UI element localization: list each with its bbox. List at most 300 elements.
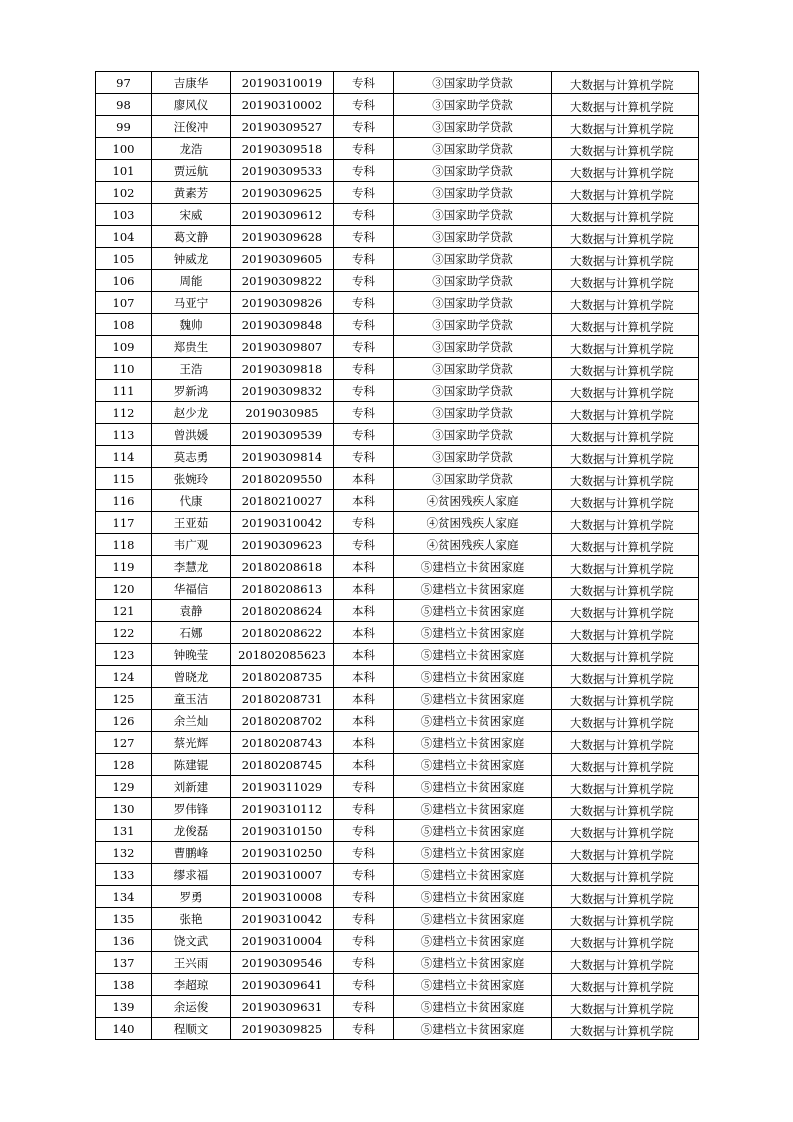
table-row	[96, 556, 699, 578]
degree-level-cell: 专科	[334, 842, 394, 864]
student-name-cell: 余运俊	[152, 996, 231, 1018]
degree-level-cell: 专科	[334, 996, 394, 1018]
student-id-cell: 20180208624	[231, 600, 334, 622]
college-name-cell: 大数据与计算机学院	[552, 160, 699, 182]
degree-level-cell: 专科	[334, 776, 394, 798]
table-row	[96, 1018, 699, 1040]
table-row	[96, 534, 699, 556]
aid-category-cell: ③国家助学贷款	[394, 402, 552, 424]
student-id-cell: 20180208735	[231, 666, 334, 688]
student-id-cell: 20190309832	[231, 380, 334, 402]
college-name-cell: 大数据与计算机学院	[552, 864, 699, 886]
college-name-cell: 大数据与计算机学院	[552, 1018, 699, 1040]
degree-level-cell: 专科	[334, 292, 394, 314]
table-row	[96, 732, 699, 754]
college-name-cell: 大数据与计算机学院	[552, 886, 699, 908]
student-id-cell: 20190309623	[231, 534, 334, 556]
table-row	[96, 688, 699, 710]
aid-category-cell: ⑤建档立卡贫困家庭	[394, 886, 552, 908]
student-id-cell: 201802085623	[231, 644, 334, 666]
student-id-cell: 20180209550	[231, 468, 334, 490]
student-name-cell: 王兴雨	[152, 952, 231, 974]
college-name-cell: 大数据与计算机学院	[552, 116, 699, 138]
aid-category-cell: ③国家助学贷款	[394, 270, 552, 292]
college-name-cell: 大数据与计算机学院	[552, 732, 699, 754]
row-number-cell: 129	[96, 776, 152, 798]
row-number-cell: 98	[96, 94, 152, 116]
student-name-cell: 代康	[152, 490, 231, 512]
row-number-cell: 123	[96, 644, 152, 666]
student-id-cell: 20190310150	[231, 820, 334, 842]
row-number-cell: 102	[96, 182, 152, 204]
aid-category-cell: ③国家助学贷款	[394, 116, 552, 138]
student-list-table	[95, 71, 699, 1040]
aid-category-cell: ③国家助学贷款	[394, 160, 552, 182]
row-number-cell: 137	[96, 952, 152, 974]
degree-level-cell: 专科	[334, 952, 394, 974]
student-id-cell: 20190309825	[231, 1018, 334, 1040]
student-name-cell: 饶文武	[152, 930, 231, 952]
table-row	[96, 754, 699, 776]
aid-category-cell: ④贫困残疾人家庭	[394, 490, 552, 512]
college-name-cell: 大数据与计算机学院	[552, 226, 699, 248]
row-number-cell: 106	[96, 270, 152, 292]
student-name-cell: 钟威龙	[152, 248, 231, 270]
college-name-cell: 大数据与计算机学院	[552, 842, 699, 864]
row-number-cell: 135	[96, 908, 152, 930]
student-id-cell: 20180208702	[231, 710, 334, 732]
degree-level-cell: 专科	[334, 182, 394, 204]
student-id-cell: 20190309625	[231, 182, 334, 204]
table-row	[96, 952, 699, 974]
degree-level-cell: 专科	[334, 336, 394, 358]
table-row	[96, 402, 699, 424]
row-number-cell: 128	[96, 754, 152, 776]
student-name-cell: 曾洪媛	[152, 424, 231, 446]
row-number-cell: 125	[96, 688, 152, 710]
aid-category-cell: ③国家助学贷款	[394, 336, 552, 358]
degree-level-cell: 专科	[334, 270, 394, 292]
college-name-cell: 大数据与计算机学院	[552, 94, 699, 116]
degree-level-cell: 专科	[334, 160, 394, 182]
aid-category-cell: ⑤建档立卡贫困家庭	[394, 798, 552, 820]
student-name-cell: 罗勇	[152, 886, 231, 908]
table-row	[96, 864, 699, 886]
college-name-cell: 大数据与计算机学院	[552, 776, 699, 798]
row-number-cell: 126	[96, 710, 152, 732]
college-name-cell: 大数据与计算机学院	[552, 798, 699, 820]
row-number-cell: 104	[96, 226, 152, 248]
aid-category-cell: ⑤建档立卡贫困家庭	[394, 864, 552, 886]
row-number-cell: 130	[96, 798, 152, 820]
student-id-cell: 20190309533	[231, 160, 334, 182]
degree-level-cell: 专科	[334, 116, 394, 138]
student-name-cell: 廖风仪	[152, 94, 231, 116]
table-row	[96, 358, 699, 380]
college-name-cell: 大数据与计算机学院	[552, 556, 699, 578]
row-number-cell: 138	[96, 974, 152, 996]
table-row	[96, 622, 699, 644]
degree-level-cell: 专科	[334, 864, 394, 886]
student-id-cell: 20190310250	[231, 842, 334, 864]
college-name-cell: 大数据与计算机学院	[552, 380, 699, 402]
student-id-cell: 20190311029	[231, 776, 334, 798]
aid-category-cell: ⑤建档立卡贫困家庭	[394, 952, 552, 974]
aid-category-cell: ⑤建档立卡贫困家庭	[394, 644, 552, 666]
table-row	[96, 820, 699, 842]
student-name-cell: 童玉洁	[152, 688, 231, 710]
college-name-cell: 大数据与计算机学院	[552, 314, 699, 336]
row-number-cell: 99	[96, 116, 152, 138]
table-row	[96, 116, 699, 138]
aid-category-cell: ⑤建档立卡贫困家庭	[394, 908, 552, 930]
row-number-cell: 97	[96, 72, 152, 94]
aid-category-cell: ⑤建档立卡贫困家庭	[394, 710, 552, 732]
student-id-cell: 20180208613	[231, 578, 334, 600]
student-id-cell: 20190309807	[231, 336, 334, 358]
student-id-cell: 20190309814	[231, 446, 334, 468]
row-number-cell: 127	[96, 732, 152, 754]
row-number-cell: 109	[96, 336, 152, 358]
college-name-cell: 大数据与计算机学院	[552, 204, 699, 226]
student-name-cell: 黄素芳	[152, 182, 231, 204]
student-id-cell: 20190310004	[231, 930, 334, 952]
degree-level-cell: 本科	[334, 732, 394, 754]
student-name-cell: 赵少龙	[152, 402, 231, 424]
table-body	[96, 72, 699, 1040]
college-name-cell: 大数据与计算机学院	[552, 710, 699, 732]
student-id-cell: 20190309848	[231, 314, 334, 336]
student-id-cell: 20190309612	[231, 204, 334, 226]
table-row	[96, 908, 699, 930]
row-number-cell: 139	[96, 996, 152, 1018]
college-name-cell: 大数据与计算机学院	[552, 930, 699, 952]
aid-category-cell: ③国家助学贷款	[394, 204, 552, 226]
student-name-cell: 袁静	[152, 600, 231, 622]
table-row	[96, 710, 699, 732]
degree-level-cell: 专科	[334, 226, 394, 248]
student-name-cell: 缪求福	[152, 864, 231, 886]
college-name-cell: 大数据与计算机学院	[552, 424, 699, 446]
aid-category-cell: ⑤建档立卡贫困家庭	[394, 622, 552, 644]
student-id-cell: 20190310007	[231, 864, 334, 886]
student-id-cell: 20190310042	[231, 908, 334, 930]
table-row	[96, 336, 699, 358]
student-id-cell: 20190309605	[231, 248, 334, 270]
aid-category-cell: ⑤建档立卡贫困家庭	[394, 842, 552, 864]
aid-category-cell: ③国家助学贷款	[394, 468, 552, 490]
table-row	[96, 226, 699, 248]
student-id-cell: 20190310042	[231, 512, 334, 534]
college-name-cell: 大数据与计算机学院	[552, 72, 699, 94]
college-name-cell: 大数据与计算机学院	[552, 248, 699, 270]
aid-category-cell: ⑤建档立卡贫困家庭	[394, 930, 552, 952]
table-row	[96, 578, 699, 600]
degree-level-cell: 本科	[334, 578, 394, 600]
row-number-cell: 100	[96, 138, 152, 160]
degree-level-cell: 本科	[334, 556, 394, 578]
degree-level-cell: 专科	[334, 204, 394, 226]
student-name-cell: 贾远航	[152, 160, 231, 182]
table-row	[96, 842, 699, 864]
college-name-cell: 大数据与计算机学院	[552, 270, 699, 292]
college-name-cell: 大数据与计算机学院	[552, 820, 699, 842]
student-name-cell: 程顺文	[152, 1018, 231, 1040]
aid-category-cell: ⑤建档立卡贫困家庭	[394, 732, 552, 754]
table-row	[96, 600, 699, 622]
student-id-cell: 20190310002	[231, 94, 334, 116]
row-number-cell: 133	[96, 864, 152, 886]
aid-category-cell: ③国家助学贷款	[394, 358, 552, 380]
aid-category-cell: ⑤建档立卡贫困家庭	[394, 820, 552, 842]
student-name-cell: 张艳	[152, 908, 231, 930]
row-number-cell: 120	[96, 578, 152, 600]
student-name-cell: 李慧龙	[152, 556, 231, 578]
student-name-cell: 龙俊磊	[152, 820, 231, 842]
table-row	[96, 886, 699, 908]
aid-category-cell: ③国家助学贷款	[394, 94, 552, 116]
aid-category-cell: ③国家助学贷款	[394, 182, 552, 204]
student-name-cell: 吉康华	[152, 72, 231, 94]
degree-level-cell: 专科	[334, 380, 394, 402]
aid-category-cell: ③国家助学贷款	[394, 292, 552, 314]
student-name-cell: 葛文静	[152, 226, 231, 248]
student-name-cell: 钟晚莹	[152, 644, 231, 666]
college-name-cell: 大数据与计算机学院	[552, 578, 699, 600]
row-number-cell: 122	[96, 622, 152, 644]
student-id-cell: 20190309527	[231, 116, 334, 138]
degree-level-cell: 专科	[334, 974, 394, 996]
aid-category-cell: ③国家助学贷款	[394, 446, 552, 468]
degree-level-cell: 专科	[334, 358, 394, 380]
table-row	[96, 204, 699, 226]
table-row	[96, 94, 699, 116]
row-number-cell: 113	[96, 424, 152, 446]
college-name-cell: 大数据与计算机学院	[552, 336, 699, 358]
degree-level-cell: 专科	[334, 314, 394, 336]
table-row	[96, 424, 699, 446]
table-row	[96, 512, 699, 534]
degree-level-cell: 本科	[334, 622, 394, 644]
aid-category-cell: ⑤建档立卡贫困家庭	[394, 666, 552, 688]
degree-level-cell: 专科	[334, 512, 394, 534]
college-name-cell: 大数据与计算机学院	[552, 446, 699, 468]
student-name-cell: 王浩	[152, 358, 231, 380]
college-name-cell: 大数据与计算机学院	[552, 600, 699, 622]
degree-level-cell: 专科	[334, 886, 394, 908]
student-id-cell: 20180208731	[231, 688, 334, 710]
college-name-cell: 大数据与计算机学院	[552, 996, 699, 1018]
student-id-cell: 20190309631	[231, 996, 334, 1018]
table-row	[96, 666, 699, 688]
college-name-cell: 大数据与计算机学院	[552, 292, 699, 314]
student-name-cell: 张婉玲	[152, 468, 231, 490]
table-row	[96, 380, 699, 402]
degree-level-cell: 本科	[334, 710, 394, 732]
degree-level-cell: 专科	[334, 424, 394, 446]
student-id-cell: 20190310019	[231, 72, 334, 94]
aid-category-cell: ④贫困残疾人家庭	[394, 534, 552, 556]
row-number-cell: 131	[96, 820, 152, 842]
aid-category-cell: ③国家助学贷款	[394, 314, 552, 336]
table-row	[96, 996, 699, 1018]
aid-category-cell: ⑤建档立卡贫困家庭	[394, 776, 552, 798]
college-name-cell: 大数据与计算机学院	[552, 952, 699, 974]
college-name-cell: 大数据与计算机学院	[552, 666, 699, 688]
aid-category-cell: ③国家助学贷款	[394, 72, 552, 94]
college-name-cell: 大数据与计算机学院	[552, 974, 699, 996]
college-name-cell: 大数据与计算机学院	[552, 138, 699, 160]
degree-level-cell: 本科	[334, 754, 394, 776]
student-name-cell: 韦广观	[152, 534, 231, 556]
student-id-cell: 20180208743	[231, 732, 334, 754]
row-number-cell: 103	[96, 204, 152, 226]
student-id-cell: 20190309818	[231, 358, 334, 380]
degree-level-cell: 专科	[334, 930, 394, 952]
student-name-cell: 石娜	[152, 622, 231, 644]
student-name-cell: 陈建锟	[152, 754, 231, 776]
table-row	[96, 930, 699, 952]
aid-category-cell: ⑤建档立卡贫困家庭	[394, 578, 552, 600]
table-row	[96, 798, 699, 820]
table-row	[96, 974, 699, 996]
student-id-cell: 20190309641	[231, 974, 334, 996]
student-name-cell: 刘新建	[152, 776, 231, 798]
row-number-cell: 108	[96, 314, 152, 336]
college-name-cell: 大数据与计算机学院	[552, 490, 699, 512]
student-id-cell: 20180210027	[231, 490, 334, 512]
student-name-cell: 李超琼	[152, 974, 231, 996]
degree-level-cell: 本科	[334, 688, 394, 710]
aid-category-cell: ⑤建档立卡贫困家庭	[394, 754, 552, 776]
row-number-cell: 132	[96, 842, 152, 864]
college-name-cell: 大数据与计算机学院	[552, 908, 699, 930]
row-number-cell: 110	[96, 358, 152, 380]
degree-level-cell: 专科	[334, 798, 394, 820]
aid-category-cell: ③国家助学贷款	[394, 424, 552, 446]
student-id-cell: 20180208618	[231, 556, 334, 578]
college-name-cell: 大数据与计算机学院	[552, 622, 699, 644]
row-number-cell: 101	[96, 160, 152, 182]
aid-category-cell: ③国家助学贷款	[394, 380, 552, 402]
student-name-cell: 王亚茹	[152, 512, 231, 534]
student-id-cell: 2019030985	[231, 402, 334, 424]
degree-level-cell: 专科	[334, 908, 394, 930]
aid-category-cell: ⑤建档立卡贫困家庭	[394, 556, 552, 578]
table-row	[96, 446, 699, 468]
student-name-cell: 曹鹏峰	[152, 842, 231, 864]
college-name-cell: 大数据与计算机学院	[552, 468, 699, 490]
aid-category-cell: ⑤建档立卡贫困家庭	[394, 996, 552, 1018]
row-number-cell: 118	[96, 534, 152, 556]
student-name-cell: 龙浩	[152, 138, 231, 160]
student-name-cell: 曾晓龙	[152, 666, 231, 688]
row-number-cell: 134	[96, 886, 152, 908]
table-row	[96, 160, 699, 182]
student-name-cell: 华福信	[152, 578, 231, 600]
aid-category-cell: ⑤建档立卡贫困家庭	[394, 688, 552, 710]
table-row	[96, 182, 699, 204]
aid-category-cell: ③国家助学贷款	[394, 248, 552, 270]
student-id-cell: 20190309518	[231, 138, 334, 160]
student-id-cell: 20190309539	[231, 424, 334, 446]
degree-level-cell: 专科	[334, 446, 394, 468]
student-name-cell: 周能	[152, 270, 231, 292]
student-id-cell: 20190309822	[231, 270, 334, 292]
degree-level-cell: 专科	[334, 402, 394, 424]
aid-category-cell: ⑤建档立卡贫困家庭	[394, 600, 552, 622]
student-id-cell: 20190309628	[231, 226, 334, 248]
table-row	[96, 490, 699, 512]
student-name-cell: 余兰灿	[152, 710, 231, 732]
row-number-cell: 117	[96, 512, 152, 534]
student-id-cell: 20190310008	[231, 886, 334, 908]
row-number-cell: 119	[96, 556, 152, 578]
degree-level-cell: 专科	[334, 1018, 394, 1040]
row-number-cell: 116	[96, 490, 152, 512]
student-name-cell: 汪俊冲	[152, 116, 231, 138]
degree-level-cell: 专科	[334, 248, 394, 270]
degree-level-cell: 专科	[334, 138, 394, 160]
table-row	[96, 138, 699, 160]
college-name-cell: 大数据与计算机学院	[552, 512, 699, 534]
college-name-cell: 大数据与计算机学院	[552, 534, 699, 556]
table-row	[96, 776, 699, 798]
college-name-cell: 大数据与计算机学院	[552, 754, 699, 776]
college-name-cell: 大数据与计算机学院	[552, 402, 699, 424]
degree-level-cell: 专科	[334, 72, 394, 94]
row-number-cell: 112	[96, 402, 152, 424]
row-number-cell: 121	[96, 600, 152, 622]
table-row	[96, 72, 699, 94]
row-number-cell: 136	[96, 930, 152, 952]
row-number-cell: 115	[96, 468, 152, 490]
student-id-cell: 20190309546	[231, 952, 334, 974]
student-name-cell: 马亚宁	[152, 292, 231, 314]
college-name-cell: 大数据与计算机学院	[552, 688, 699, 710]
college-name-cell: 大数据与计算机学院	[552, 644, 699, 666]
student-name-cell: 莫志勇	[152, 446, 231, 468]
table-row	[96, 292, 699, 314]
table-row	[96, 314, 699, 336]
student-name-cell: 蔡光辉	[152, 732, 231, 754]
degree-level-cell: 专科	[334, 94, 394, 116]
student-name-cell: 罗新鸿	[152, 380, 231, 402]
table-row	[96, 644, 699, 666]
college-name-cell: 大数据与计算机学院	[552, 358, 699, 380]
row-number-cell: 140	[96, 1018, 152, 1040]
aid-category-cell: ③国家助学贷款	[394, 138, 552, 160]
aid-category-cell: ⑤建档立卡贫困家庭	[394, 1018, 552, 1040]
degree-level-cell: 本科	[334, 468, 394, 490]
row-number-cell: 124	[96, 666, 152, 688]
degree-level-cell: 本科	[334, 600, 394, 622]
table-row	[96, 270, 699, 292]
student-id-cell: 20190310112	[231, 798, 334, 820]
row-number-cell: 105	[96, 248, 152, 270]
student-name-cell: 宋威	[152, 204, 231, 226]
degree-level-cell: 专科	[334, 820, 394, 842]
table-row	[96, 248, 699, 270]
student-id-cell: 20180208745	[231, 754, 334, 776]
degree-level-cell: 本科	[334, 666, 394, 688]
aid-category-cell: ④贫困残疾人家庭	[394, 512, 552, 534]
student-id-cell: 20190309826	[231, 292, 334, 314]
college-name-cell: 大数据与计算机学院	[552, 182, 699, 204]
student-name-cell: 郑贵生	[152, 336, 231, 358]
row-number-cell: 114	[96, 446, 152, 468]
student-id-cell: 20180208622	[231, 622, 334, 644]
